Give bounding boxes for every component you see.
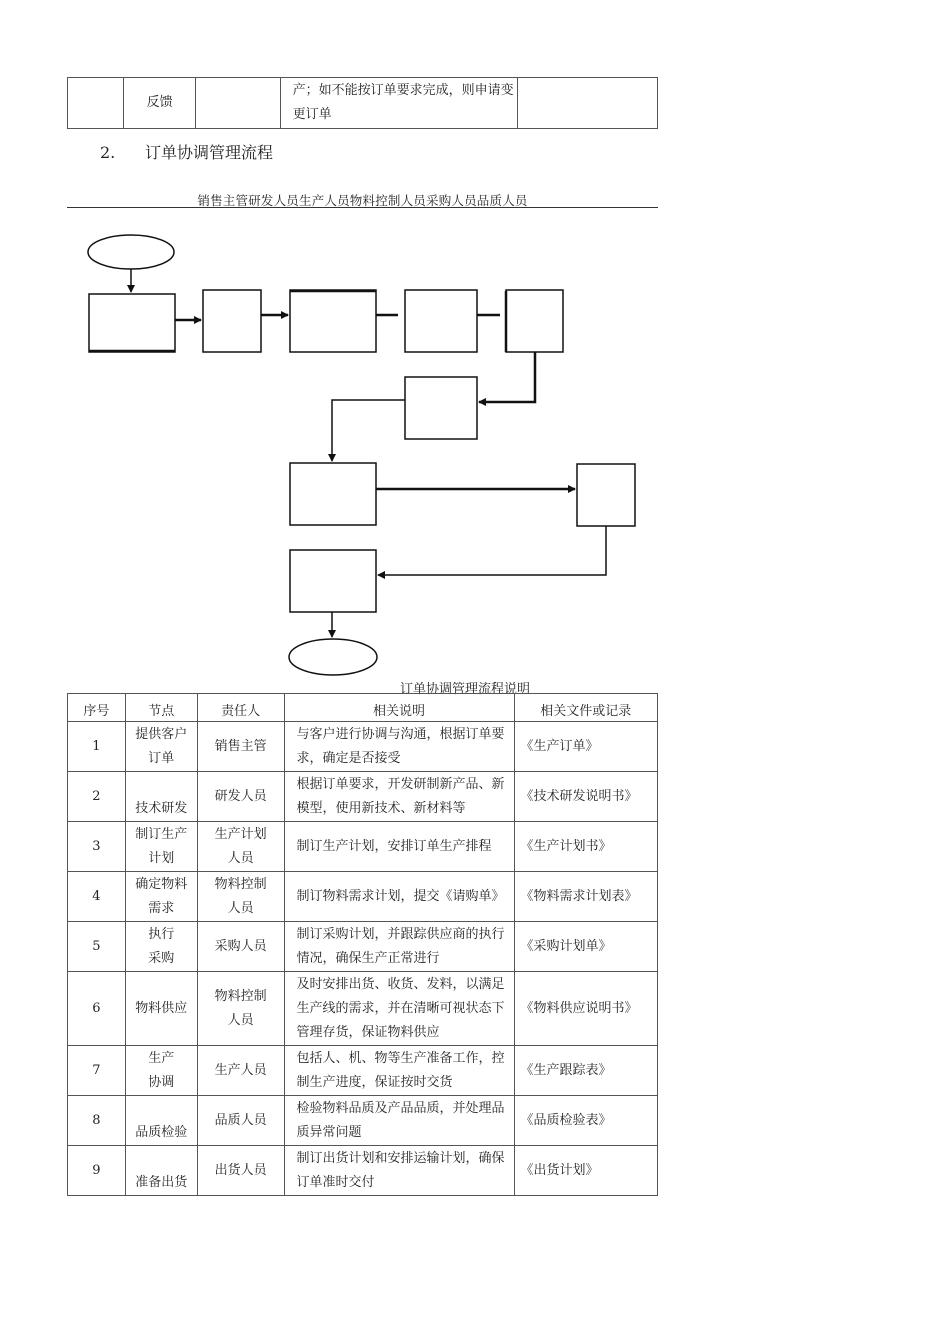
cell-doc: 《生产订单》 bbox=[514, 722, 657, 772]
cell-node: 生产协调 bbox=[125, 1046, 197, 1096]
section-title: 订单协调管理流程 bbox=[145, 143, 274, 162]
cell-doc: 《生产跟踪表》 bbox=[514, 1046, 657, 1096]
table-row bbox=[68, 822, 658, 872]
cell-desc: 制订出货计划和安排运输计划，确保订单准时交付 bbox=[284, 1146, 514, 1196]
cell-desc: 与客户进行协调与沟通，根据订单要求，确定是否接受 bbox=[284, 722, 514, 772]
table-row bbox=[68, 1046, 658, 1096]
cell-no: 8 bbox=[68, 1096, 126, 1146]
table-row bbox=[68, 1146, 658, 1196]
cell-no: 2 bbox=[68, 772, 126, 822]
header-cell: 相关文件或记录 bbox=[514, 694, 657, 722]
cell-desc: 制订生产计划，安排订单生产排程 bbox=[284, 822, 514, 872]
start-terminal bbox=[88, 235, 174, 269]
process-box-8 bbox=[577, 464, 635, 526]
flow-arrow bbox=[332, 400, 405, 461]
table-cell-desc: 产；如不能按订单要求完成，则申请变更订单 bbox=[280, 78, 517, 129]
end-terminal bbox=[289, 639, 377, 675]
cell-desc: 及时安排出货、收货、发料，以满足生产线的需求，并在清晰可视状态下管理存货，保证物料供应 bbox=[284, 972, 514, 1046]
flow-arrow bbox=[378, 526, 606, 575]
cell-doc: 《品质检验表》 bbox=[514, 1096, 657, 1146]
cell-owner: 生产计划人员 bbox=[197, 822, 284, 872]
cell-owner: 销售主管 bbox=[197, 722, 284, 772]
cell-desc: 根据订单要求，开发研制新产品、新模型，使用新技术、新材料等 bbox=[284, 772, 514, 822]
cell-owner: 品质人员 bbox=[197, 1096, 284, 1146]
flow-arrow bbox=[479, 352, 535, 402]
cell-desc: 包括人、机、物等生产准备工作，控制生产进度，保证按时交货 bbox=[284, 1046, 514, 1096]
cell-node: 提供客户订单 bbox=[125, 722, 197, 772]
cell-no: 5 bbox=[68, 922, 126, 972]
table-row bbox=[68, 772, 658, 822]
header-cell: 相关说明 bbox=[284, 694, 514, 722]
process-box-4 bbox=[405, 290, 477, 352]
section-number: 2. bbox=[100, 143, 116, 162]
cell-doc: 《生产计划书》 bbox=[514, 822, 657, 872]
cell-owner: 研发人员 bbox=[197, 772, 284, 822]
process-box-3 bbox=[290, 290, 376, 352]
swimlane-header: 销售主管研发人员生产人员物料控制人员采购人员品质人员 bbox=[197, 193, 528, 208]
cell-owner: 出货人员 bbox=[197, 1146, 284, 1196]
cell-no: 4 bbox=[68, 872, 126, 922]
cell-no: 6 bbox=[68, 972, 126, 1046]
process-box-5 bbox=[506, 290, 563, 352]
cell-node: 准备出货 bbox=[125, 1146, 197, 1196]
cell-desc: 制订采购计划，并跟踪供应商的执行情况，确保生产正常进行 bbox=[284, 922, 514, 972]
process-box-2 bbox=[203, 290, 261, 352]
cell-node: 确定物料需求 bbox=[125, 872, 197, 922]
cell-owner: 物料控制人员 bbox=[197, 972, 284, 1046]
table-caption: 订单协调管理流程说明 bbox=[400, 682, 531, 697]
cell-node: 品质检验 bbox=[125, 1096, 197, 1146]
cell-owner: 采购人员 bbox=[197, 922, 284, 972]
cell-no: 1 bbox=[68, 722, 126, 772]
cell-doc: 《技术研发说明书》 bbox=[514, 772, 657, 822]
cell-node: 执行采购 bbox=[125, 922, 197, 972]
process-box-6 bbox=[405, 377, 477, 439]
cell-desc: 制订物料需求计划，提交《请购单》 bbox=[284, 872, 514, 922]
cell-node: 物料供应 bbox=[125, 972, 197, 1046]
cell-no: 9 bbox=[68, 1146, 126, 1196]
process-box-9 bbox=[290, 550, 376, 612]
cell-no: 7 bbox=[68, 1046, 126, 1096]
table-row bbox=[68, 722, 658, 772]
process-box-1 bbox=[89, 294, 175, 352]
header-cell: 序号 bbox=[68, 694, 126, 722]
cell-desc: 检验物料品质及产品品质，并处理品质异常问题 bbox=[284, 1096, 514, 1146]
table-row bbox=[68, 1096, 658, 1146]
cell-node: 技术研发 bbox=[125, 772, 197, 822]
header-cell: 节点 bbox=[125, 694, 197, 722]
process-box-7 bbox=[290, 463, 376, 525]
flow-description-table bbox=[67, 693, 658, 1196]
cell-owner: 生产人员 bbox=[197, 1046, 284, 1096]
table-row bbox=[68, 872, 658, 922]
cell-owner: 物料控制人员 bbox=[197, 872, 284, 922]
header-cell: 责任人 bbox=[197, 694, 284, 722]
cell-doc: 《物料需求计划表》 bbox=[514, 872, 657, 922]
cell-doc: 《出货计划》 bbox=[514, 1146, 657, 1196]
cell-no: 3 bbox=[68, 822, 126, 872]
table-row bbox=[68, 922, 658, 972]
table-header-row bbox=[68, 694, 658, 722]
cell-node: 制订生产计划 bbox=[125, 822, 197, 872]
table-cell-node: 反馈 bbox=[124, 78, 196, 129]
cell-doc: 《物料供应说明书》 bbox=[514, 972, 657, 1046]
table-row bbox=[68, 972, 658, 1046]
cell-doc: 《采购计划单》 bbox=[514, 922, 657, 972]
